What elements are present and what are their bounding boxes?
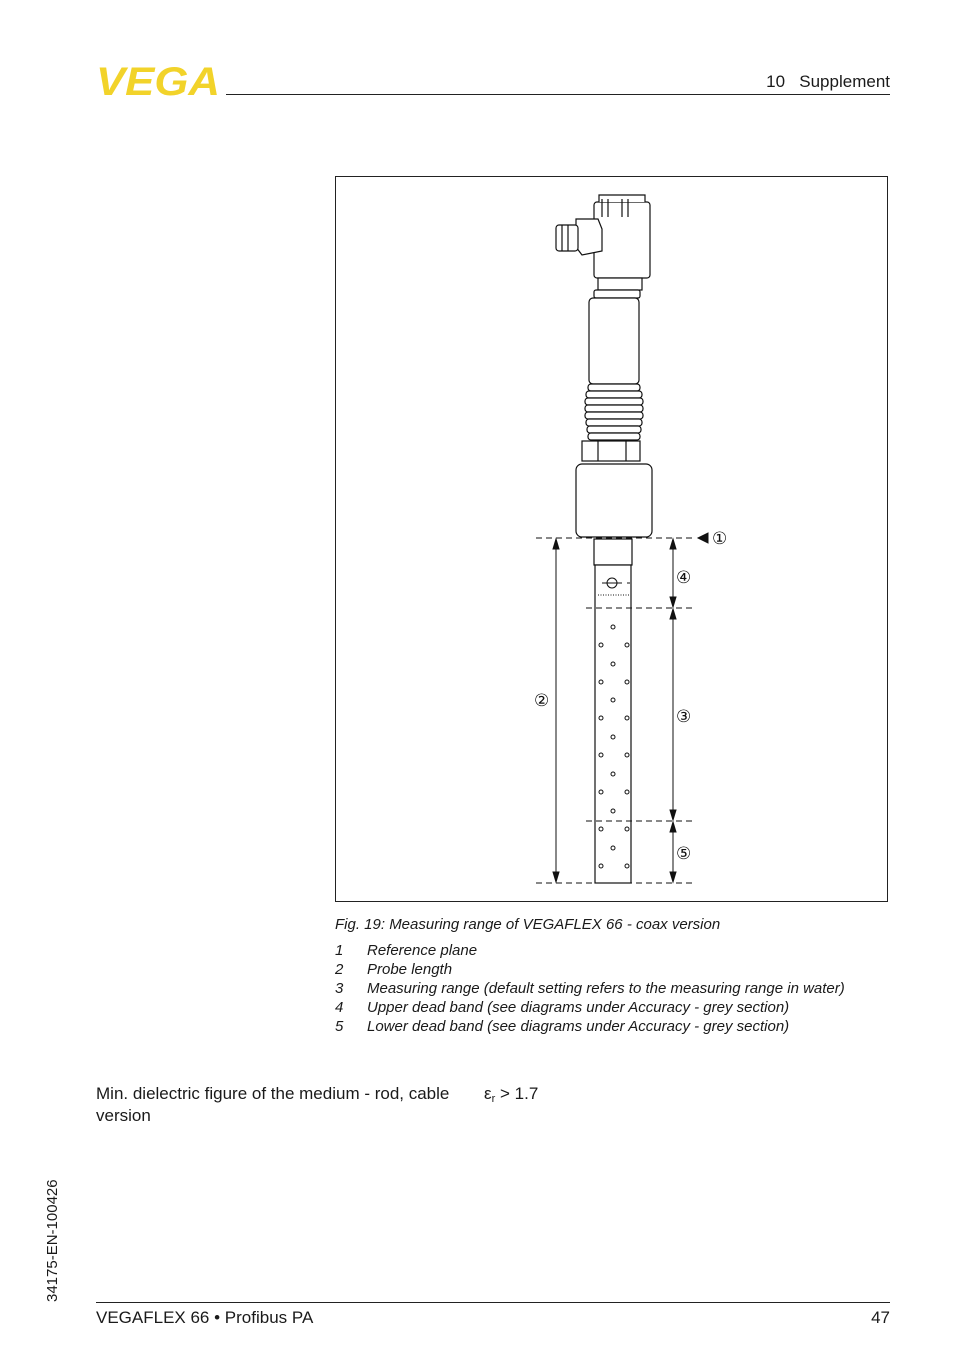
document-number: 34175-EN-100426 [44,1179,61,1302]
legend-item [335,998,895,1017]
spec-number: > 1.7 [495,1084,539,1103]
legend-item [335,979,895,998]
extension-tube [589,298,639,384]
footer-product: VEGAFLEX 66 • Profibus PA [96,1308,314,1327]
legend-number: 4 [335,999,344,1016]
marker-5: ⑤ [676,844,692,864]
coax-tube [595,565,631,883]
legend-text: Reference plane [367,942,478,959]
figure-frame [335,176,888,902]
spec-label: Min. dielectric figure of the medium - rod, cable version [96,1084,450,1125]
section-title: Supplement [799,72,890,91]
legend-item [335,960,895,979]
footer-rule [96,1302,890,1303]
legend-text: Upper dead band (see diagrams under Accuracy - grey section) [367,999,790,1016]
epsilon-subscript: r [491,1093,496,1105]
legend-text: Measuring range (default setting refers to the measuring range in water) [367,980,845,997]
spec-value [484,1083,538,1110]
figure-caption: Fig. 19: Measuring range of VEGAFLEX 66 - coax version [335,916,721,933]
gland-nut [556,225,578,251]
epsilon-symbol: ε [484,1084,492,1103]
legend-item [335,941,895,960]
legend-text: Probe length [367,961,453,978]
header-rule [226,94,890,95]
hex-nut [582,441,640,461]
legend-number: 3 [335,980,344,997]
page-number: 47 [871,1308,890,1327]
marker-3: ③ [676,707,692,727]
legend-number: 2 [335,961,344,978]
figure-legend [335,941,895,1036]
section-number: 10 [766,72,786,91]
vega-logo [96,64,220,98]
section-heading [766,72,890,92]
reference-arrow [698,533,708,543]
cable-gland [576,219,602,255]
marker-4: ④ [676,568,692,588]
process-fitting [576,464,652,537]
logo-wordmark: VEGA [96,64,220,98]
marker-2: ② [534,691,550,711]
marker-1: ① [712,529,728,549]
legend-item [335,1017,895,1036]
legend-number: 5 [335,1018,344,1035]
legend-text: Lower dead band (see diagrams under Accuracy - grey section) [367,1018,790,1035]
thread [594,539,632,565]
legend-number: 1 [335,942,344,959]
probe-drawing [336,177,889,903]
